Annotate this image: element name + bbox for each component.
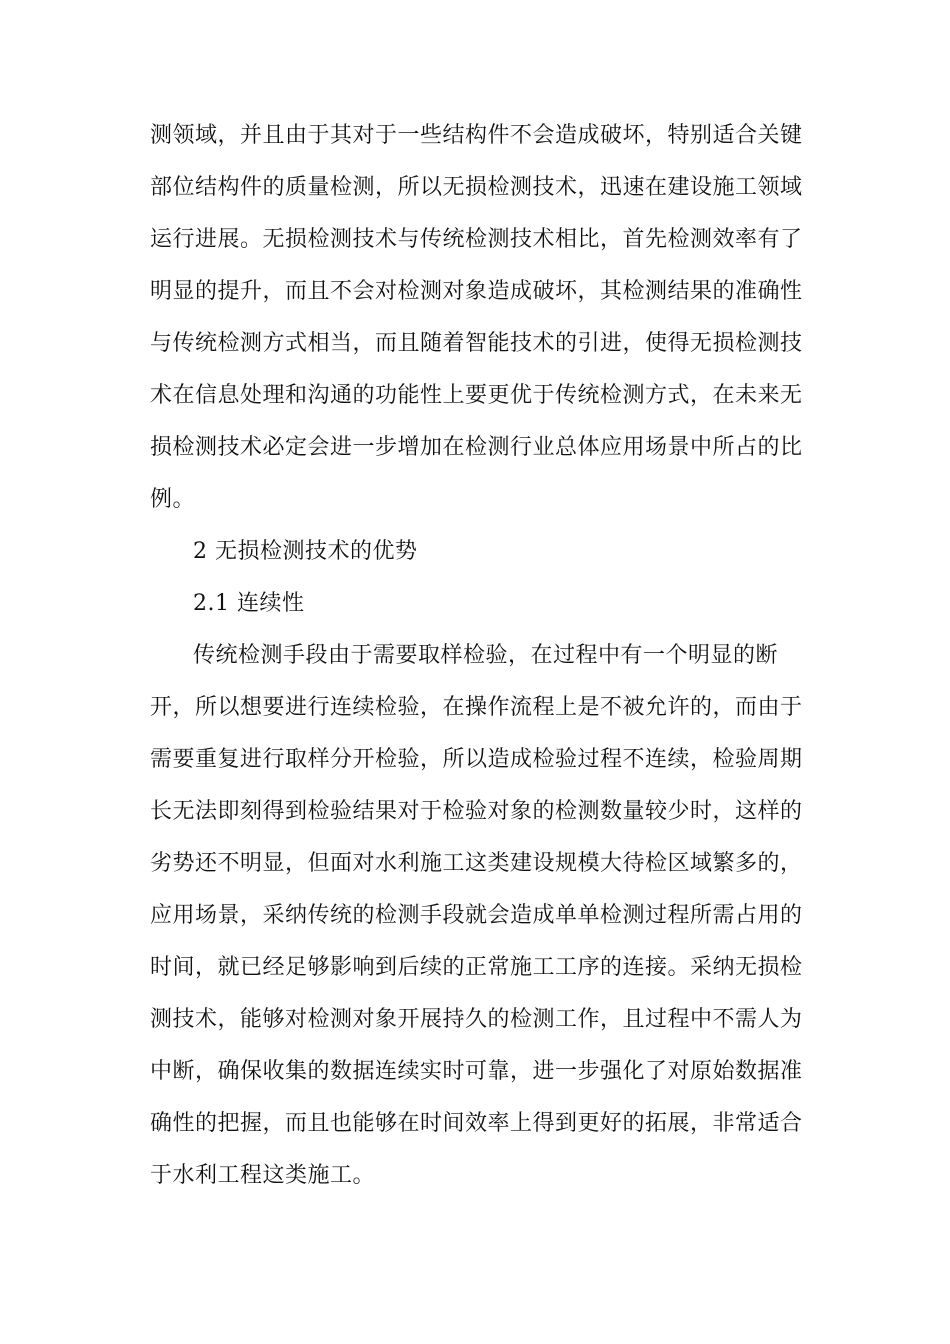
paragraph-line: 例。 — [150, 487, 196, 512]
paragraph-line: 应用场景，采纳传统的检测手段就会造成单单检测过程所需占用的 — [150, 903, 803, 928]
paragraph-line: 明显的提升，而且不会对检测对象造成破坏，其检测结果的准确性 — [150, 279, 803, 304]
paragraph-line: 中断，确保收集的数据连续实时可靠，进一步强化了对原始数据准 — [150, 1059, 803, 1084]
paragraph-line: 时间，就已经足够影响到后续的正常施工工序的连接。采纳无损检 — [150, 955, 803, 980]
paragraph-line: 长无法即刻得到检验结果对于检验对象的检测数量较少时，这样的 — [150, 799, 803, 824]
section-heading: 2 无损检测技术的优势 — [193, 539, 418, 564]
paragraph-line: 确性的把握，而且也能够在时间效率上得到更好的拓展，非常适合 — [150, 1111, 803, 1136]
paragraph-line: 传统检测手段由于需要取样检验，在过程中有一个明显的断 — [193, 643, 779, 668]
paragraph-line: 术在信息处理和沟通的功能性上要更优于传统检测方式，在未来无 — [150, 383, 803, 408]
paragraph-line: 测技术，能够对检测对象开展持久的检测工作，且过程中不需人为 — [150, 1007, 803, 1032]
paragraph-line: 开，所以想要进行连续检验，在操作流程上是不被允许的，而由于 — [150, 695, 803, 720]
paragraph-line: 损检测技术必定会进一步增加在检测行业总体应用场景中所占的比 — [150, 435, 803, 460]
paragraph-line: 运行进展。无损检测技术与传统检测技术相比，首先检测效率有了 — [150, 227, 803, 252]
subsection-heading: 2.1 连续性 — [193, 591, 305, 616]
paragraph-line: 于水利工程这类施工。 — [150, 1163, 376, 1188]
paragraph-line: 劣势还不明显，但面对水利施工这类建设规模大待检区域繁多的， — [150, 851, 803, 876]
paragraph-line: 需要重复进行取样分开检验，所以造成检验过程不连续，检验周期 — [150, 747, 803, 772]
paragraph-line: 部位结构件的质量检测，所以无损检测技术，迅速在建设施工领域 — [150, 175, 803, 200]
paragraph-line: 测领域，并且由于其对于一些结构件不会造成破坏，特别适合关键 — [150, 123, 803, 148]
paragraph-line: 与传统检测方式相当，而且随着智能技术的引进，使得无损检测技 — [150, 331, 803, 356]
